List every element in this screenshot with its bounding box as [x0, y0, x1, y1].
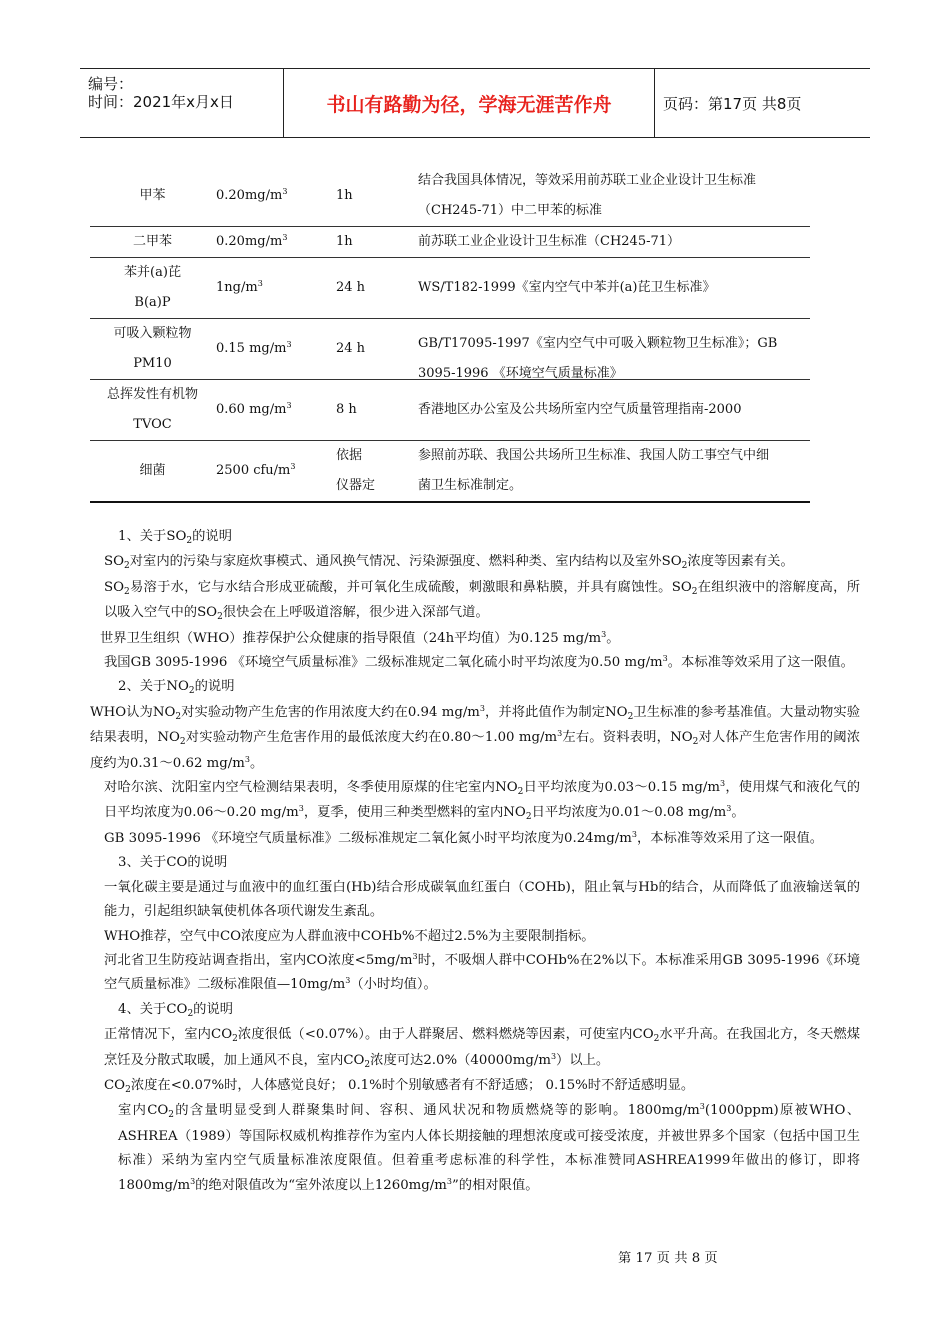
- standard-basis: [418, 258, 810, 319]
- limit-value: 0.15 $mg/m^3$: [215, 319, 336, 380]
- table-row: [90, 258, 810, 319]
- cell-line: 仪器定: [336, 478, 376, 493]
- cell-line: 3095-1996 《环境空气质量标准》: [418, 366, 623, 381]
- cell-line: WS/T182-1999《室内空气中苯并(a)芘卫生标准》: [418, 280, 716, 295]
- paragraph: 正常情况下，室内$CO_2$浓度很低（<0.07%）。由于人群聚居、燃料燃烧等因素，可使室内$CO_2$水平升高。在我国北方，冬天燃煤烹饪及分散式取暖，加上通风不良，室内$CO_2$浓度可达$2.0\%(40000mg/m^3)$以上。: [104, 1027, 861, 1070]
- cell-line: 24 h: [336, 341, 366, 356]
- section-heading-so2: 1、关于$SO_2$的说明: [118, 529, 232, 546]
- limit-value: 2500 cfu/$m^3$: [215, 441, 336, 503]
- cell-line: （CH245-71）中二甲苯的标准: [418, 203, 603, 218]
- section-heading-no2: 2、关于$NO_2$的说明: [118, 679, 235, 697]
- averaging-time: [336, 258, 418, 319]
- pollutant-name: [90, 319, 215, 380]
- document-number-label: 编号：: [88, 75, 134, 93]
- cell-line: 香港地区办公室及公共场所室内空气质量管理指南-2000: [418, 402, 742, 417]
- paragraph: $SO_2$对室内的污染与家庭炊事模式、通风换气情况、污染源强度、燃料种类、室内结构以及室外$SO_2$浓度等因素有关。: [104, 554, 794, 572]
- header-page-number: 页码：第17页 共8页: [663, 95, 802, 113]
- table-row: [90, 166, 810, 227]
- averaging-time: [336, 380, 418, 441]
- cell-line: 细菌: [139, 463, 166, 478]
- paragraph: 一氧化碳主要是通过与血液中的血红蛋白(Hb)结合形成碳氧血红蛋白（COHb)，阻止氧与Hb的结合，从而降低了血液输送氧的能力，引起组织缺氧使机体各项代谢发生紊乱。: [104, 879, 860, 920]
- paragraph: $SO_2$易溶于水，它与水结合形成亚硫酸，并可氧化生成硫酸，刺激眼和鼻粘膜，并具有腐蚀性。$SO_2$在组织液中的溶解度高，所以吸入空气中的$SO_2$很快会在上呼吸道溶解，很少进入深部气道。: [104, 579, 861, 623]
- cell-line: PM10: [133, 356, 172, 371]
- cell-line: 8 h: [336, 402, 357, 417]
- cell-line: 前苏联工业企业设计卫生标准（CH245-71）: [418, 234, 681, 249]
- cell-line: B(a)P: [134, 295, 171, 310]
- section-heading-co2: 4、关于$CO_2$的说明: [118, 1001, 234, 1019]
- cell-line: 24 h: [336, 280, 366, 295]
- cell-line: GB/T17095-1997《室内空气中可吸入颗粒物卫生标准》；GB: [418, 336, 778, 351]
- cell-line: 苯并(a)芘: [124, 265, 181, 280]
- pollutant-name: [90, 380, 215, 441]
- section-heading-co: 3、关于CO的说明: [118, 855, 228, 871]
- limit-value: 0.60 $mg/m^3$: [215, 380, 336, 441]
- cell-line: TVOC: [133, 417, 172, 432]
- explanation-text: [90, 525, 860, 1198]
- limit-value: $1ng/m^3$: [215, 258, 336, 319]
- cell-line: 菌卫生标准制定。: [418, 478, 523, 493]
- table-row: [90, 227, 810, 258]
- standard-basis: [418, 166, 810, 227]
- document-time-label: 时间：2021年x月x日: [88, 93, 234, 111]
- paragraph: $CO_2$浓度在<0.07%时，人体感觉良好； 0.1%时个别敏感者有不舒适感； 0.15%时不舒适感明显。: [104, 1077, 695, 1095]
- header-info-cell: [80, 69, 284, 137]
- standard-basis: [418, 441, 810, 503]
- averaging-time: [336, 319, 418, 380]
- page-header: [80, 68, 870, 138]
- cell-line: 参照前苏联、我国公共场所卫生标准、我国人防工事空气中细: [418, 448, 770, 463]
- header-motto: 书山有路勤为径，学海无涯苦作舟: [284, 69, 655, 137]
- standard-basis: [418, 319, 810, 380]
- standard-basis: [418, 227, 810, 258]
- cell-line: 结合我国具体情况，等效采用前苏联工业企业设计卫生标准: [418, 173, 757, 188]
- table-row: [90, 319, 810, 380]
- cell-line: 1h: [336, 188, 353, 203]
- cell-line: 可吸入颗粒物: [113, 326, 192, 341]
- cell-line: 二甲苯: [132, 234, 172, 249]
- cell-line: 总挥发性有机物: [106, 387, 198, 402]
- pollutant-name: [90, 441, 215, 503]
- pollutant-name: [90, 227, 215, 258]
- paragraph: 室内$CO_2$的含量明显受到人群聚集时间、容积、通风状况和物质燃烧等的影响。$1800mg/m^3(1000ppm)$原被WHO、ASHREA（1989）等国际权威机构推荐作为室内人体长期接触的理想浓度或可接受浓度，并被世界多个国家（包括中国卫生标准）采纳为室内空气质量标准浓度限值。但着重考虑标准的科学性，本标准赞同ASHREA1999年做出的修订，即将$1800mg/m^3$的绝对限值改为“室外浓度以上$1260mg/m^3$”的相对限值。: [118, 1102, 860, 1193]
- paragraph: 对哈尔滨、沈阳室内空气检测结果表明，冬季使用原煤的住宅室内$NO_2$日平均浓度为0.03～0.15 $mg/m^3$，使用煤气和液化气的日平均浓度为0.06～0.20 $mg/m^3$，夏季，使用三种类型燃料的室内$NO_2$日平均浓度为0.01～0.08 $mg/m^3$。: [104, 779, 860, 823]
- paragraph: WHO推荐，空气中CO浓度应为人群血液中COHb%不超过2.5%为主要限制指标。: [104, 928, 595, 944]
- cell-line: 甲苯: [139, 188, 166, 203]
- cell-line: 依据: [336, 448, 363, 463]
- table-row: [90, 441, 810, 503]
- paragraph: 河北省卫生防疫站调查指出，室内CO浓度$<5mg/m^3$时，不吸烟人群中COHb%在2%以下。本标准采用GB 3095-1996《环境空气质量标准》二级标准限值$—10mg/m^3$（小时均值）。: [104, 951, 860, 993]
- averaging-time: [336, 227, 418, 258]
- paragraph: GB 3095-1996 《环境空气质量标准》二级标准规定二氧化氮小时平均浓度为$0.24mg/m^3$，本标准等效采用了这一限值。: [104, 829, 824, 846]
- cell-line: 1h: [336, 234, 353, 249]
- limit-value: $0.20mg/m^3$: [215, 227, 336, 258]
- page-footer: 第 17 页 共 8 页: [618, 1251, 718, 1266]
- averaging-time: [336, 166, 418, 227]
- pollutant-name: [90, 258, 215, 319]
- pollutant-name: [90, 166, 215, 227]
- averaging-time: [336, 441, 418, 503]
- standards-table: [90, 166, 810, 503]
- paragraph: 世界卫生组织（WHO）推荐保护公众健康的指导限值（24h平均值）为0.125 $mg/m^3$。: [100, 629, 620, 646]
- paragraph: WHO认为$NO_2$对实验动物产生危害的作用浓度大约在0.94 $mg/m^3$，并将此值作为制定$NO_2$卫生标准的参考基准值。大量动物实验结果表明，$NO_2$对实验动物产生危害作用的最低浓度大约在0.80～1.00 $mg/m^3$左右。资料表明，$NO_2$对人体产生危害作用的阈浓度约为0.31～0.62 $mg/m^3$。: [90, 703, 860, 771]
- paragraph: 我国GB 3095-1996 《环境空气质量标准》二级标准规定二氧化硫小时平均浓度为0.50 $mg/m^3$。本标准等效采用了这一限值。: [104, 654, 854, 671]
- limit-value: $0.20mg/m^3$: [215, 166, 336, 227]
